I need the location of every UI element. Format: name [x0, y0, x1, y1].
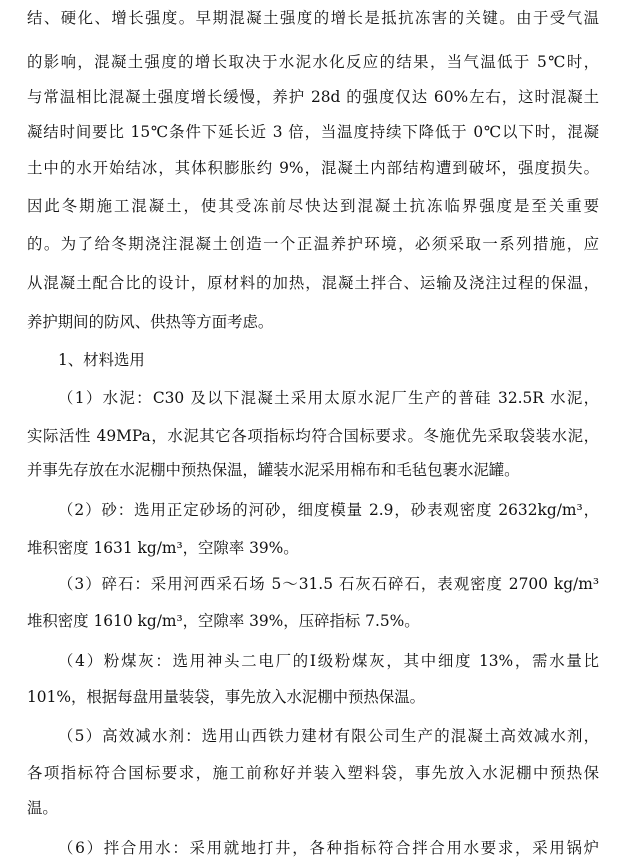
- cement-line-2: 实际活性 49MPa，水泥其它各项指标均符合国标要求。冬施优先采取袋装水泥，: [27, 427, 599, 445]
- intro-line-9: 养护期间的防风、供热等方面考虑。: [27, 313, 274, 331]
- intro-line-5: 土中的水开始结冰，其体积膨胀约 9%，混凝土内部结构遭到破坏，强度损失。: [27, 159, 599, 177]
- reducer-line-2: 各项指标符合国标要求，施工前称好并装入塑料袋，事先放入水泥棚中预热保: [27, 764, 599, 782]
- intro-line-3: 与常温相比混凝土强度增长缓慢，养护 28d 的强度仅达 60%左右，这时混凝土: [27, 88, 599, 106]
- gravel-line-2: 堆积密度 1610 kg/m³，空隙率 39%，压碎指标 7.5%。: [27, 612, 420, 630]
- intro-line-4: 凝结时间要比 15℃条件下延长近 3 倍，当温度持续下降低于 0℃以下时，混凝: [27, 123, 599, 141]
- fly-ash-line-2: 101%，根据每盘用量装袋，事先放入水泥棚中预热保温。: [27, 688, 425, 706]
- reducer-line-1: （5）高效减水剂：选用山西铁力建材有限公司生产的混凝土高效减水剂，: [58, 727, 599, 745]
- intro-line-8: 从混凝土配合比的设计，原材料的加热，混凝土拌合、运输及浇注过程的保温，: [27, 274, 599, 292]
- reducer-line-3: 温。: [27, 799, 58, 817]
- fly-ash-line-1: （4）粉煤灰：选用神头二电厂的Ⅰ级粉煤灰，其中细度 13%，需水量比: [58, 652, 599, 670]
- intro-line-2: 的影响，混凝土强度的增长取决于水泥水化反应的结果，当气温低于 5℃时，: [27, 53, 599, 71]
- intro-line-1: 结、硬化、增长强度。早期混凝土强度的增长是抵抗冻害的关键。由于受气温: [27, 9, 599, 27]
- intro-line-7: 的。为了给冬期浇注混凝土创造一个正温养护环境，必须采取一系列措施，应: [27, 235, 599, 253]
- cement-line-3: 并事先存放在水泥棚中预热保温，罐装水泥采用棉布和毛毡包裹水泥罐。: [27, 461, 520, 479]
- gravel-line-1: （3）碎石：采用河西采石场 5～31.5 石灰石碎石，表观密度 2700 kg/m³: [58, 575, 599, 593]
- intro-line-6: 因此冬期施工混凝土，使其受冻前尽快达到混凝土抗冻临界强度是至关重要: [27, 197, 599, 215]
- sand-line-1: （2）砂：选用正定砂场的河砂，细度模量 2.9，砂表观密度 2632kg/m³，: [58, 501, 599, 519]
- water-line-1: （6）拌合用水：采用就地打井，各种指标符合拌合用水要求，采用锅炉: [58, 839, 599, 857]
- cement-line-1: （1）水泥：C30 及以下混凝土采用太原水泥厂生产的普硅 32.5R 水泥，: [58, 389, 599, 407]
- sand-line-2: 堆积密度 1631 kg/m³，空隙率 39%。: [27, 539, 299, 557]
- section-heading: 1、材料选用: [58, 351, 145, 369]
